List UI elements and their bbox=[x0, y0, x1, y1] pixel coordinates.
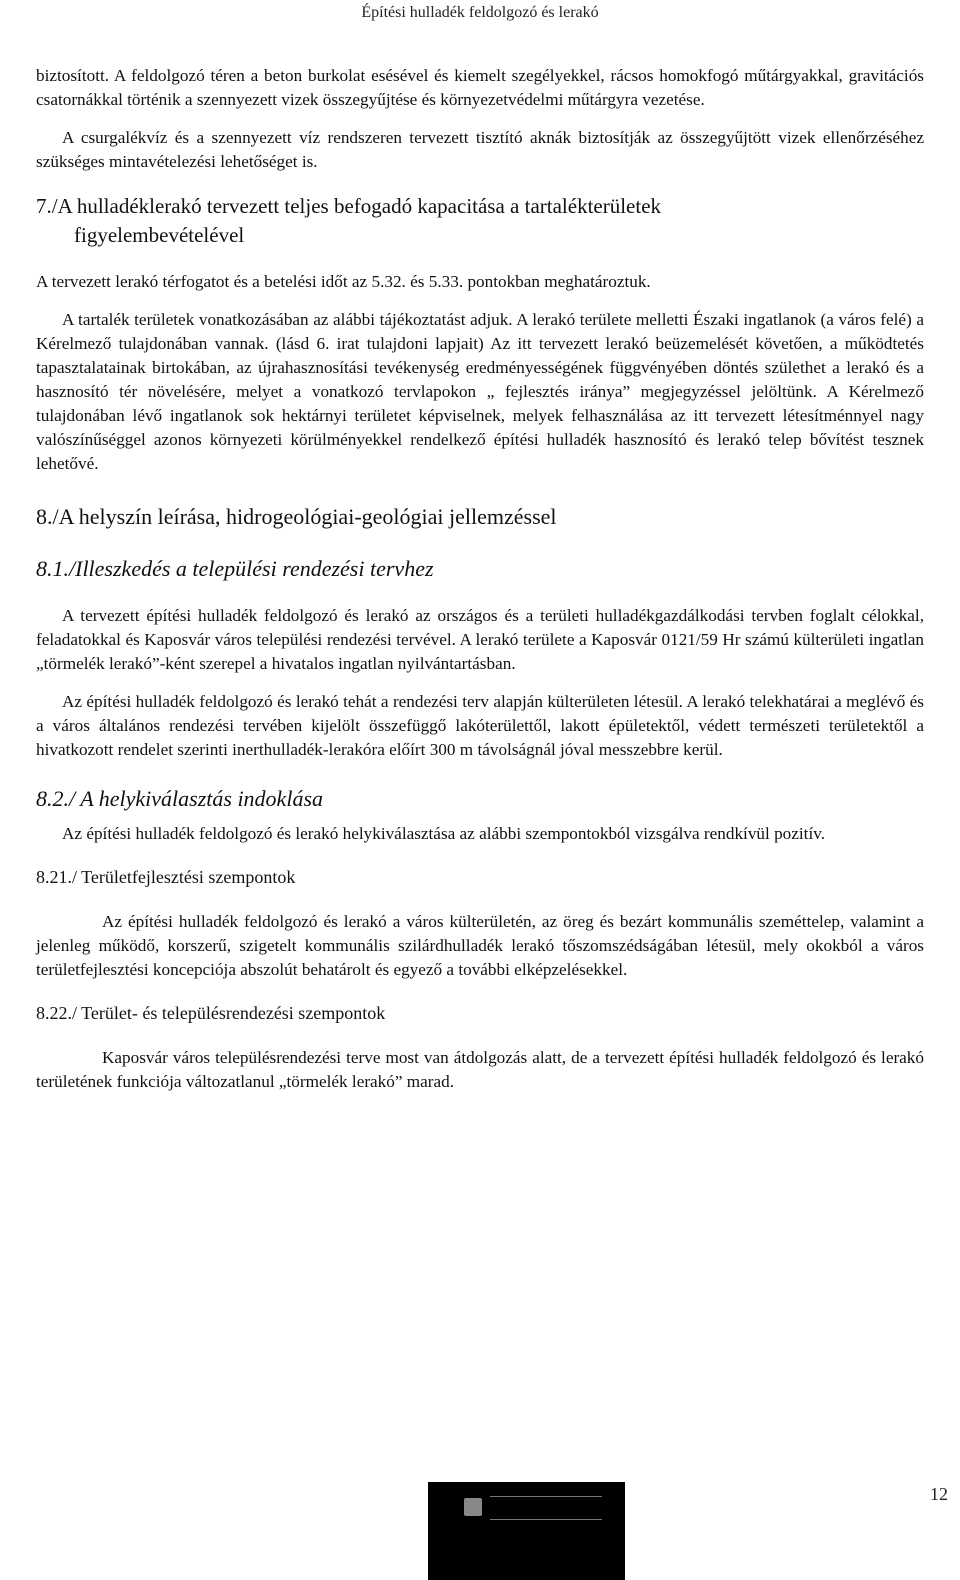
paragraph-reserve-areas: A tartalék területek vonatkozásában az alábbi tájékoztatást adjuk. A lerakó területe melletti Északi ingatlanok (a város felé) a Kérelmező tulajdonában vannak. (lásd 6. irat tulajdoni lapjait) Az itt tervezett lerakó beüzemelését követően, a működtetés tapasztalatainak birtokában, az újrahasznosítási tevékenység eredményességének függvényében döntés születhet a lerakó és a hasznosító tér növelésére, melyet a vonatkozó tervlapokon „ fejlesztés iránya” megjegyzéssel jelöltünk. A Kérelmező tulajdonában lévő ingatlanok sok hektárnyi területet képviselnek, melyek felhasználása az itt tervezett létesítménnyel nagy valószínűséggel azonos környezeti körülményekkel rendelkező építési hulladék hasznosító és lerakó telep bővítést tesznek lehetővé. bbox=[36, 310, 924, 473]
section-heading-7-line2: figyelembevételével bbox=[74, 223, 245, 247]
logo-text-block bbox=[490, 1496, 602, 1520]
section-heading-8-21: 8.21./ Területfejlesztési szempontok bbox=[36, 867, 296, 887]
section-heading-8-2: 8.2./ A helykiválasztás indoklása bbox=[36, 786, 323, 811]
section-heading-7-line1: 7./A hulladéklerakó tervezett teljes befogadó kapacitása a tartalékterületek bbox=[36, 194, 662, 218]
paragraph-settlement-planning: Kaposvár város településrendezési terve most van átdolgozás alatt, de a tervezett építési hulladék feldolgozó és lerakó területének funkciója változatlanul „törmelék lerakó” marad. bbox=[36, 1048, 924, 1091]
paragraph-site-selection: Az építési hulladék feldolgozó és lerakó helykiválasztása az alábbi szempontokból vizsgálva rendkívül pozitív. bbox=[62, 824, 826, 843]
paragraph-drainage: biztosított. A feldolgozó téren a beton burkolat esésével és kiemelt szegélyekkel, rácsos homokfogó műtárgyakkal, gravitációs csatornákkal történik a szennyezett vizek összegyűjtése és környezetvédelmi műtárgyra vezetése. bbox=[36, 66, 924, 109]
section-heading-8-1: 8.1./Illeszkedés a települési rendezési tervhez bbox=[36, 556, 434, 581]
paragraph-area-development: Az építési hulladék feldolgozó és lerakó a város külterületén, az öreg és bezárt kommunális szeméttelep, valamint a jelenleg működő, korszerű, szigetelt kommunális szilárdhulladék lerakó tőszomszédságában létesül, mely okokból a város területfejlesztési koncepciója abszolút behatárolt és egyező a további elképzelésekkel. bbox=[36, 912, 924, 979]
paragraph-leachate: A csurgalékvíz és a szennyezett víz rendszeren tervezett tisztító aknák biztosítják az összegyűjtött vizek ellenőrzéséhez szükséges mintavételezési lehetőséget is. bbox=[36, 128, 924, 171]
page-number: 12 bbox=[930, 1484, 948, 1504]
paragraph-volume: A tervezett lerakó térfogatot és a betelési időt az 5.32. és 5.33. pontokban meghatároztuk. bbox=[36, 272, 651, 291]
paragraph-location-distance: Az építési hulladék feldolgozó és lerakó tehát a rendezési terv alapján külterületen létesül. A lerakó telekhatárai a meglévő és a város általános rendezési tervében kijelölt összefüggő lakóterülettől, lakott épületektől, védett természeti területektől a hivatkozott rendelet szerinti inerthulladék-lerakóra előírt 300 m távolságnál jóval messzebbre kerül. bbox=[36, 692, 924, 759]
logo-mark-icon bbox=[464, 1498, 482, 1516]
company-logo bbox=[428, 1482, 625, 1580]
running-header: Építési hulladék feldolgozó és lerakó bbox=[361, 4, 599, 21]
section-heading-8: 8./A helyszín leírása, hidrogeológiai-geológiai jellemzéssel bbox=[36, 504, 557, 529]
section-heading-8-22: 8.22./ Terület- és településrendezési szempontok bbox=[36, 1003, 386, 1023]
paragraph-planning-fit: A tervezett építési hulladék feldolgozó és lerakó az országos és a területi hulladékgazdálkodási tervben foglalt célokkal, feladatokkal és Kaposvár város települési rendezési tervével. A lerakó területe a Kaposvár 0121/59 Hr számú külterületi ingatlan „törmelék lerakó”-ként szerepel a hivatalos ingatlan nyilvántartásban. bbox=[36, 606, 924, 673]
section-heading-7 bbox=[36, 192, 924, 250]
page-content bbox=[36, 64, 924, 1094]
